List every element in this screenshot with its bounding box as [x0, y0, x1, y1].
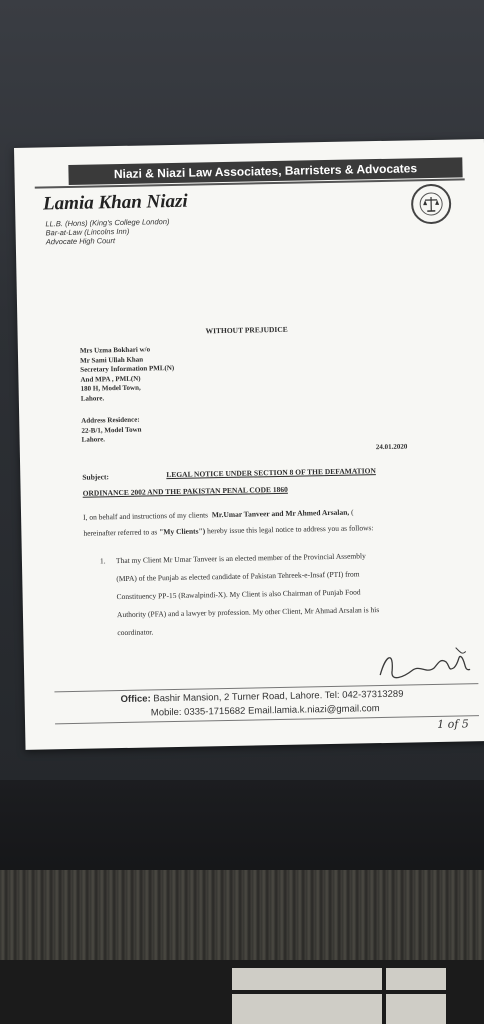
list-item-line: That my Client Mr Umar Tanveer is an elected member of the Provincial Assembly [115, 551, 366, 566]
office-text: Bashir Mansion, 2 Turner Road, Lahore. Tel: 042-37313289 [150, 688, 404, 705]
body-text: hereby issue this legal notice to address you as follows: [205, 523, 374, 536]
address-line: Lahore. [80, 393, 105, 403]
floor-tile [232, 994, 382, 1024]
handwritten-signature-icon [376, 639, 477, 687]
letter-heading: WITHOUT PREJUDICE [205, 324, 288, 336]
floor-tile [386, 968, 446, 990]
subject-line: LEGAL NOTICE UNDER SECTION 8 OF THE DEFAMATION [166, 466, 376, 480]
address-line: Mr Sami Ullah Khan [80, 355, 144, 365]
firm-banner: Niazi & Niazi Law Associates, Barristers & Advocates [68, 157, 462, 185]
address-line: Mrs Uzma Bokhari w/o [79, 345, 151, 355]
qualifications [45, 217, 169, 246]
address-line: Address Residence: [81, 415, 140, 425]
body-text: I, on behalf and instructions of my clients [83, 510, 209, 522]
list-item-line: coordinator. [117, 627, 154, 638]
qualification-line: LL.B. (Hons) (King's College London) [45, 217, 170, 229]
subject-label: Subject: [82, 472, 110, 482]
footer-divider [55, 715, 479, 724]
subject-line: ORDINANCE 2002 AND THE PAKISTAN PENAL CODE 1860 [82, 484, 288, 498]
body-text: hereinafter referred to as [83, 527, 160, 538]
legal-notice-page [14, 139, 484, 750]
desk-edge [0, 870, 484, 960]
scales-icon [415, 188, 448, 221]
recipient-address [80, 345, 175, 404]
body-paragraph-line [83, 508, 354, 522]
qualification-line: Bar-at-Law (Lincolns Inn) [45, 226, 130, 238]
bar-member-seal-icon [411, 184, 452, 225]
address-line: Lahore. [81, 435, 106, 444]
qualification-line: Advocate High Court [45, 236, 116, 247]
body-paragraph-line [83, 523, 373, 538]
floor-tile [386, 994, 446, 1024]
client-names: Mr.Umar Tanveer and Mr Ahmed Arsalan, [211, 507, 350, 520]
list-item-number: 1. [99, 556, 106, 566]
clients-term: "My Clients") [159, 526, 206, 537]
address-line: And MPA , PML(N) [80, 374, 141, 384]
lawyer-name: Lamia Khan Niazi [42, 190, 188, 215]
contact-details: Mobile: 0335-1715682 Email.lamia.k.niazi@gmail.com [150, 703, 380, 719]
address-line: 180 H, Model Town, [80, 383, 141, 393]
body-text: ( [349, 507, 354, 517]
letter-date: 24.01.2020 [375, 442, 408, 452]
address-line: 22-B/1, Model Town [81, 425, 142, 435]
list-item-line: (MPA) of the Punjab as elected candidate of Pakistan Tehreek-e-Insaf (PTI) from [116, 569, 360, 584]
address-line: Secretary Information PML(N) [80, 363, 175, 374]
page-number: 1 of 5 [437, 717, 469, 731]
floor-tile [232, 968, 382, 990]
residence-address [81, 416, 142, 446]
list-item-line: Authority (PFA) and a lawyer by profession. My other Client, Mr Ahmad Arsalan is his [116, 605, 380, 620]
list-item-line: Constituency PP-15 (Rawalpindi-X). My Client is also Chairman of Punjab Food [116, 587, 361, 602]
office-label: Office: [120, 693, 151, 706]
